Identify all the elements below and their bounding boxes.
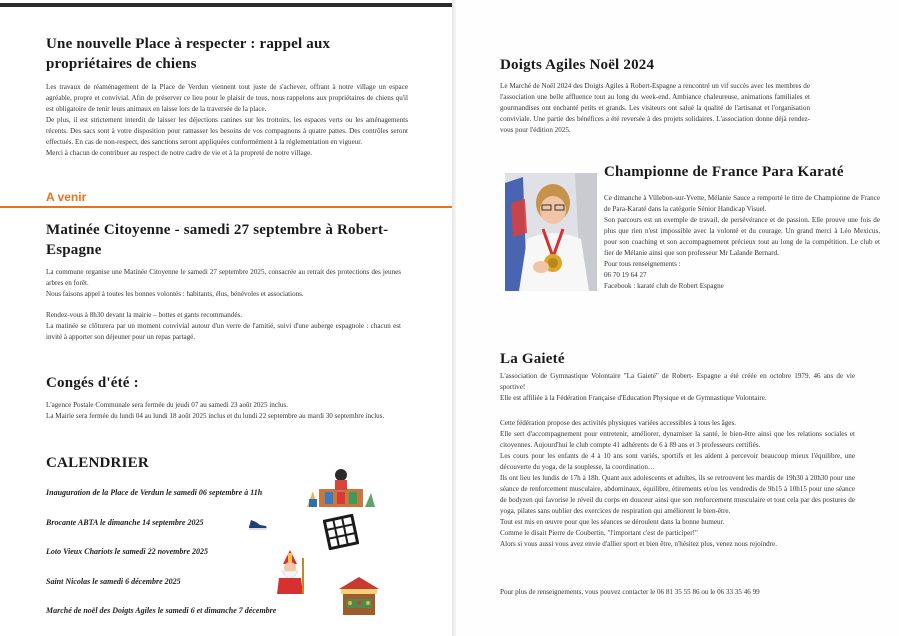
- karate-phone: 06 70 19 64 27: [604, 271, 647, 279]
- gaiete-paragraph-1: Cette fédération propose des activités physiques variées accessibles à tous les âges.: [500, 419, 736, 427]
- gaiete-title: La Gaieté: [500, 351, 565, 367]
- conges-body: [46, 400, 401, 422]
- champion-photo-illustration: [505, 173, 597, 291]
- saint-nicolas-icon: [271, 548, 309, 596]
- matinee-paragraph-4: La matinée se clôturera par un moment convivial autour d'un verre de l'amitié, suivi d'une auberge espagnole : chacun est invité à apporter son déjeuner pour un repas partagé.: [46, 322, 401, 341]
- market-stall-icon: [305, 463, 377, 509]
- gaiete-paragraph-6: Comme le disait Pierre de Coubertin, "l'important c'est de participer!": [500, 529, 698, 537]
- gaiete-intro: [500, 371, 855, 404]
- event-3: Loto Vieux Chariots le samedi 22 novembre 2025: [46, 547, 209, 556]
- doigts-body: Le Marché de Noël 2024 des Doigts Agiles à Robert-Espagne a rencontré un vif succès avec les membres de l'association une belle affluence tout au long du week-end. Ambiance chaleureuse, animations familiales et gourmandises ont enchanté petits et grands. Les visiteurs ont salué la qualité de l'artisanat et l'organisation conviviale. Une partie des bénéfices a été reversée à des projets solidaires. L'association donne déjà rendez-vous pour l'édition 2025.: [500, 82, 810, 134]
- right-page: [456, 0, 899, 636]
- gaiete-paragraph-7: Alors si vous aussi vous avez envie d'allier sport et bien être, n'hésitez plus, venez nous rejoindre.: [500, 540, 777, 548]
- gaiete-intro-2: Elle est affiliée à la Fédération Française d'Education Physique et de Gymnastique Volontaire.: [500, 394, 767, 402]
- place-paragraph-1: Les travaux de réaménagement de la Place de Verdun viennent tout juste de s'achever, offrant à notre village un espace agréable, propre et convivial. Afin de préserver ce lieu pour le plaisir de tous, nous rappelons aux propriétaires de chiens qu'il est obligatoire de tenir leurs animaux en laisse lors de la traversée de la place.: [46, 83, 408, 113]
- place-title: Une nouvelle Place à respecter : rappel aux propriétaires de chiens: [46, 36, 331, 72]
- karate-paragraph-2: Son parcours est un exemple de travail, de persévérance et de passion. Elle prouve une fois de plus que rien n'est impossible avec la volonté et du courage. Un grand merci à Léo Mexicus, pour son coaching et son accompagnement précieux tout au long de la compétition. Le club et fier de Mélanie ainsi que son professeur Mr Lalande Bernard.: [604, 216, 880, 257]
- avenir-label: A venir: [46, 190, 87, 204]
- event-4: Saint Nicolas le samedi 6 décembre 2025: [46, 577, 181, 586]
- gaiete-paragraph-3: Les cours pour les enfants de 4 à 10 ans sont variés, sportifs et les aident à percevoir beaucoup mieux l'équilibre, une découverte du yoga, de la souplesse, la coordination…: [500, 452, 855, 471]
- calendrier-title: CALENDRIER: [46, 455, 149, 471]
- top-divider: [0, 3, 452, 7]
- sports-shoe-icon: [248, 517, 268, 531]
- event-1: Inauguration de la Place de Verdun le samedi 06 septembre à 11h: [46, 488, 263, 497]
- place-body: [46, 82, 408, 159]
- place-paragraph-2: De plus, il est strictement interdit de laisser les déjections canines sur les trottoirs, les espaces verts ou les aménagements récents. Des sacs sont à votre disposition pour ramasser les besoins de vos compagnons à quatre pattes. Des contrôles seront effectués. En cas de non-respect, des sanctions seront appliquées conformément à la réglementation en vigueur.: [46, 116, 408, 146]
- matinee-paragraph-3: Rendez-vous à 8h30 devant la mairie – bottes et gants recommandés.: [46, 311, 243, 319]
- gaiete-intro-1: L'association de Gymnastique Volontaire "La Gaieté" de Robert- Espagne a été créée en octobre 1979. 46 ans de vie sportive!: [500, 372, 855, 391]
- christmas-market-icon: [338, 575, 380, 617]
- gaiete-paragraph-2: Elle sert d'accompagnement pour entretenir, améliorer, dynamiser la santé, le bien-être ainsi que les relations sociales et citoyennes. Aujourd'hui le club compte 41 adhérents de 6 à 89 ans et 3 professeurs certifiés.: [500, 430, 855, 449]
- gaiete-contact: Pour plus de renseignements, vous pouvez contacter le 06 81 35 55 86 ou le 06 33 35 46 99: [500, 588, 760, 596]
- matinee-body: [46, 267, 401, 343]
- karate-champion-photo: [505, 173, 597, 291]
- avenir-divider: [0, 206, 452, 208]
- gaiete-paragraph-5: Tout est mis en œuvre pour que les séances se déroulent dans la bonne humeur.: [500, 518, 725, 526]
- karate-paragraph-1: Ce dimanche à Villebon-sur-Yvette, Mélanie Sauce a remporté le titre de Championne de France de Para-Karaté dans la catégorie Sénior Handicap Visuel.: [604, 194, 880, 213]
- karate-facebook: Facebook : karaté club de Robert Espagne: [604, 282, 724, 290]
- conges-paragraph-1: L'agence Postale Communale sera fermée du jeudi 07 au samedi 23 août 2025 inclus.: [46, 401, 289, 409]
- gaiete-body: [500, 418, 855, 550]
- doigts-title: Doigts Agiles Noël 2024: [500, 57, 655, 73]
- place-paragraph-3: Merci à chacun de contribuer au respect de notre cadre de vie et à la propreté de notre village.: [46, 149, 313, 157]
- matinee-paragraph-2: Nous faisons appel à toutes les bonnes volontés : habitants, élus, bénévoles et associations.: [46, 290, 304, 298]
- event-5: Marché de noël des Doigts Agiles le samedi 6 et dimanche 7 décembre: [46, 606, 277, 615]
- karate-title: Championne de France Para Karaté: [604, 164, 844, 180]
- gaiete-paragraph-4: Ils ont lieu les lundis de 17h à 18h. Quant aux adolescents et adultes, ils se retrouvent les mardis de 19h30 à 20h30 pour une séance de renforcement musculaire, abdominaux, équilibre, étirements et/ou les vendredis de 9h15 à 10h15 pour une séance de bodyzen qui favorise le réveil du corps en douceur ainsi que son renforcement musculaire et tout cela par des postures de yoga, pilates sans oublier des exercices de respiration qui améliorent le bien-être.: [500, 474, 855, 515]
- conges-paragraph-2: La Mairie sera fermée du lundi 04 au lundi 18 août 2025 inclus et du lundi 22 septembre au mardi 30 septembre inclus.: [46, 412, 385, 420]
- loto-card-icon: [323, 514, 359, 550]
- matinee-paragraph-1: La commune organise une Matinée Citoyenne le samedi 27 septembre 2025, consacrée au retrait des protections des jeunes arbres en forêt.: [46, 268, 401, 287]
- matinee-title: Matinée Citoyenne - samedi 27 septembre à Robert- Espagne: [46, 222, 389, 258]
- karate-body: [604, 193, 880, 292]
- conges-title: Congés d'été :: [46, 375, 139, 391]
- event-2: Brocante ABTA le dimanche 14 septembre 2025: [46, 518, 204, 527]
- karate-contact-label: Pour tous renseignements :: [604, 260, 681, 268]
